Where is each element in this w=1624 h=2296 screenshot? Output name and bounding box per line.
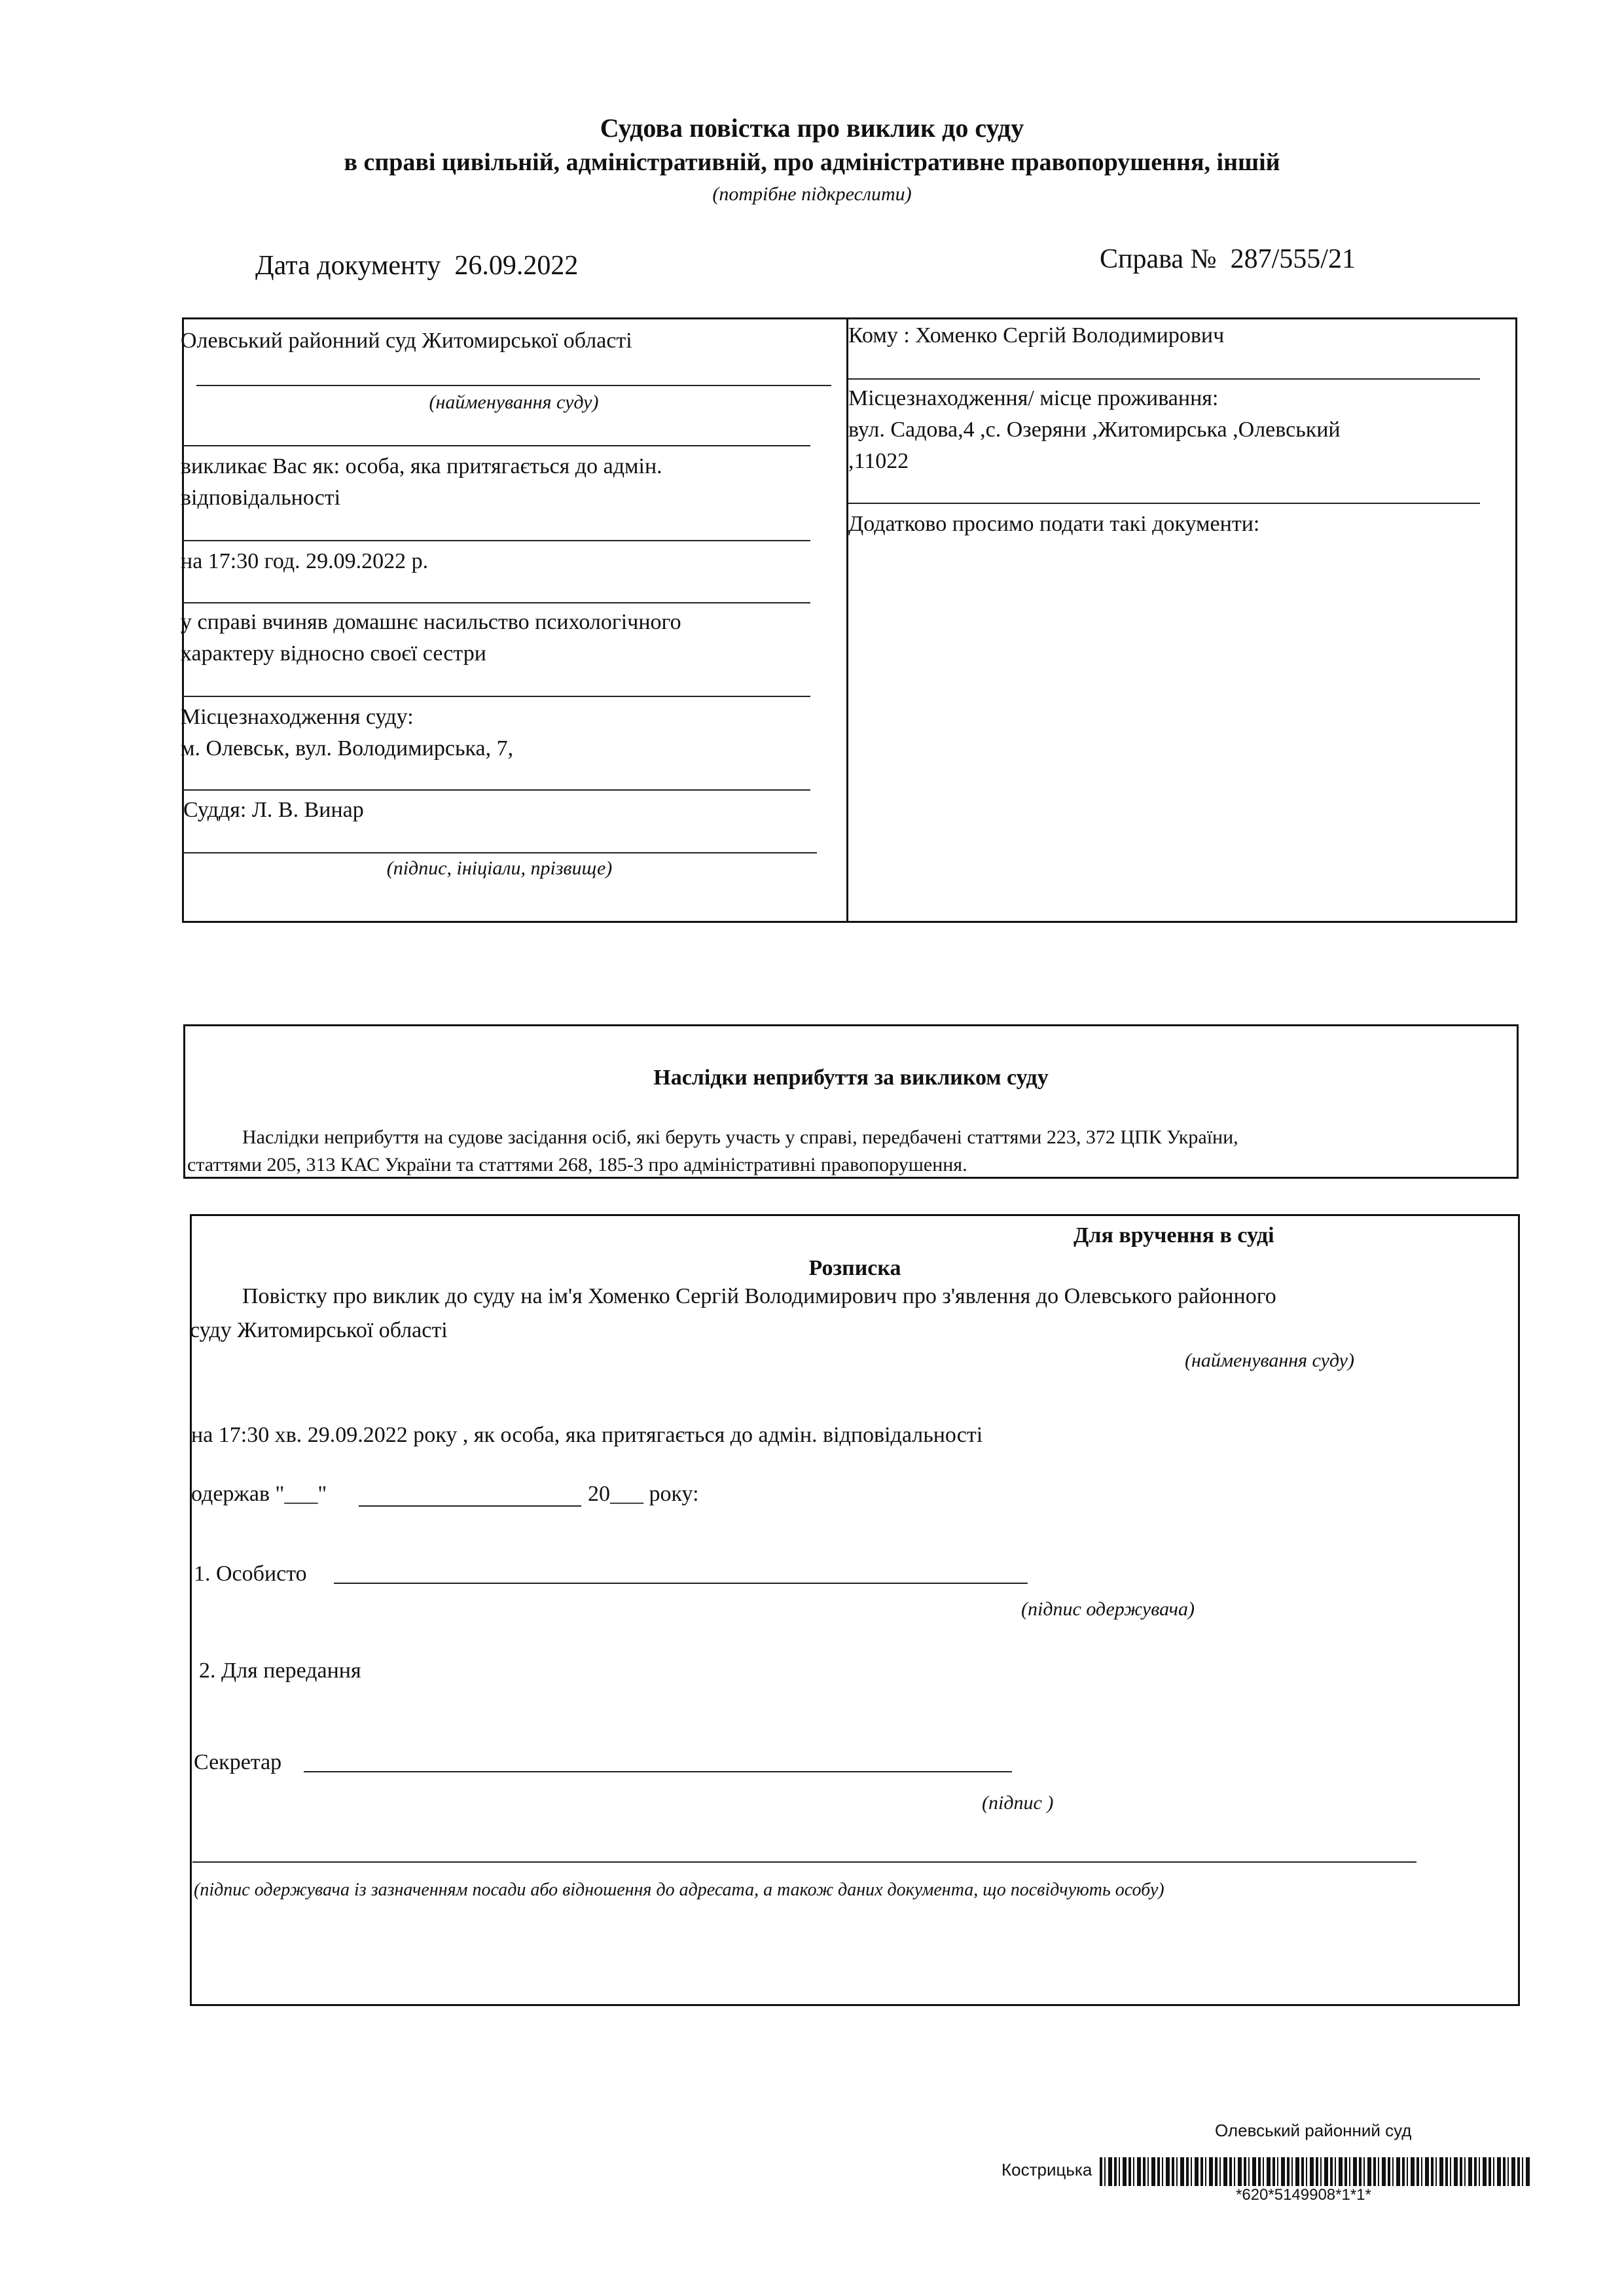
recipient-signature-hint: (підпис одержувача із зазначенням посади або відношення до адресата, а також даних документа, що посвідчують особу) [194,1880,1164,1900]
residence-line2: ,11022 [848,449,909,473]
residence-line1: вул. Садова,4 ,с. Озеряни ,Житомирська ,Олевський [848,418,1341,442]
receipt-title: Розписка [808,1256,901,1280]
recipient-signature-line [192,1861,1416,1863]
judge-signature-line [182,852,817,853]
receipt-court-hint: (найменування суду) [1185,1350,1354,1371]
court-location-label: Місцезнаходження суду: [181,705,414,729]
judge-name: Суддя: Л. В. Винар [183,798,364,822]
residence-label: Місцезнаходження/ місце проживання: [848,386,1219,410]
hearing-time: на 17:30 год. 29.09.2022 р. [181,549,429,573]
barcode [1100,2157,1532,2186]
addressee-underline [848,378,1480,380]
consequences-title: Наслідки неприбуття за викликом суду [653,1066,1049,1090]
secretary-signature-line [304,1771,1012,1772]
consequences-text-line2: статтями 205, 313 КАС України та статтями 268, 185-3 про адміністративні правопорушення. [187,1154,967,1175]
secretary-label: Секретар [194,1750,282,1774]
documents-request: Додатково просимо подати такі документи: [848,512,1260,536]
receipt-text-line2: суду Житомирської області [190,1318,448,1342]
judge-signature-hint: (підпис, ініціали, прізвище) [386,857,613,879]
divider-line [182,789,810,791]
underline-hint: (потрібне підкреслити) [712,183,912,205]
date-label: Дата документу [255,251,441,281]
summons-role-line1: викликає Вас як: особа, яка притягається до адмін. [181,454,662,478]
document-date [255,250,578,281]
personal-label: 1. Особисто [194,1562,307,1586]
transfer-label: 2. Для передання [199,1659,361,1683]
case-label: Справа № [1100,244,1217,274]
case-description-line1: у справі вчиняв домашнє насильство психологічного [181,610,681,634]
summons-subtitle: в справі цивільній, адміністративній, про адміністративне правопорушення, іншій [344,149,1280,176]
summons-role-line2: відповідальності [181,486,341,510]
summons-title: Судова повістка про виклик до суду [600,113,1024,143]
divider-line [182,445,810,446]
case-value: 287/555/21 [1230,244,1356,274]
receipt-text-line1: Повістку про виклик до суду на ім'я Хоменко Сергій Володимирович про з'явлення до Олевського районного [242,1284,1276,1308]
personal-signature-line [334,1583,1028,1584]
personal-signature-hint: (підпис одержувача) [1021,1598,1195,1620]
court-name-hint: (найменування суду) [429,391,599,413]
for-court-label: Для вручення в суді [1074,1223,1274,1247]
court-location-value: м. Олевськ, вул. Володимирська, 7, [181,736,514,761]
divider-line [182,696,810,697]
residence-underline [848,503,1480,504]
court-name-underline [196,385,831,386]
court-name: Олевський районний суд Житомирської області [181,329,632,353]
received-year: 20___ року: [588,1482,699,1506]
footer-court-line1: Олевський районний суд [1215,2121,1412,2140]
case-number [1100,243,1356,275]
case-description-line2: характеру відносно своєї сестри [181,641,486,666]
divider-line [182,602,810,603]
clerk-name: Кострицька [1001,2160,1092,2179]
secretary-signature-hint: (підпис ) [982,1792,1054,1814]
divider-line [182,540,810,541]
barcode-number: *620*5149908*1*1* [1236,2186,1371,2204]
consequences-text-line1: Наслідки неприбуття на судове засідання осіб, які беруть участь у справі, передбачені статтями 223, 372 ЦПК України, [242,1126,1238,1148]
date-value: 26.09.2022 [454,251,579,281]
addressee: Кому : Хоменко Сергій Володимирович [848,323,1225,348]
received-date-line [359,1505,581,1507]
receipt-time-line: на 17:30 хв. 29.09.2022 року , як особа, яка притягається до адмін. відповідальності [191,1423,983,1447]
received-prefix: одержав "___" [191,1482,327,1506]
